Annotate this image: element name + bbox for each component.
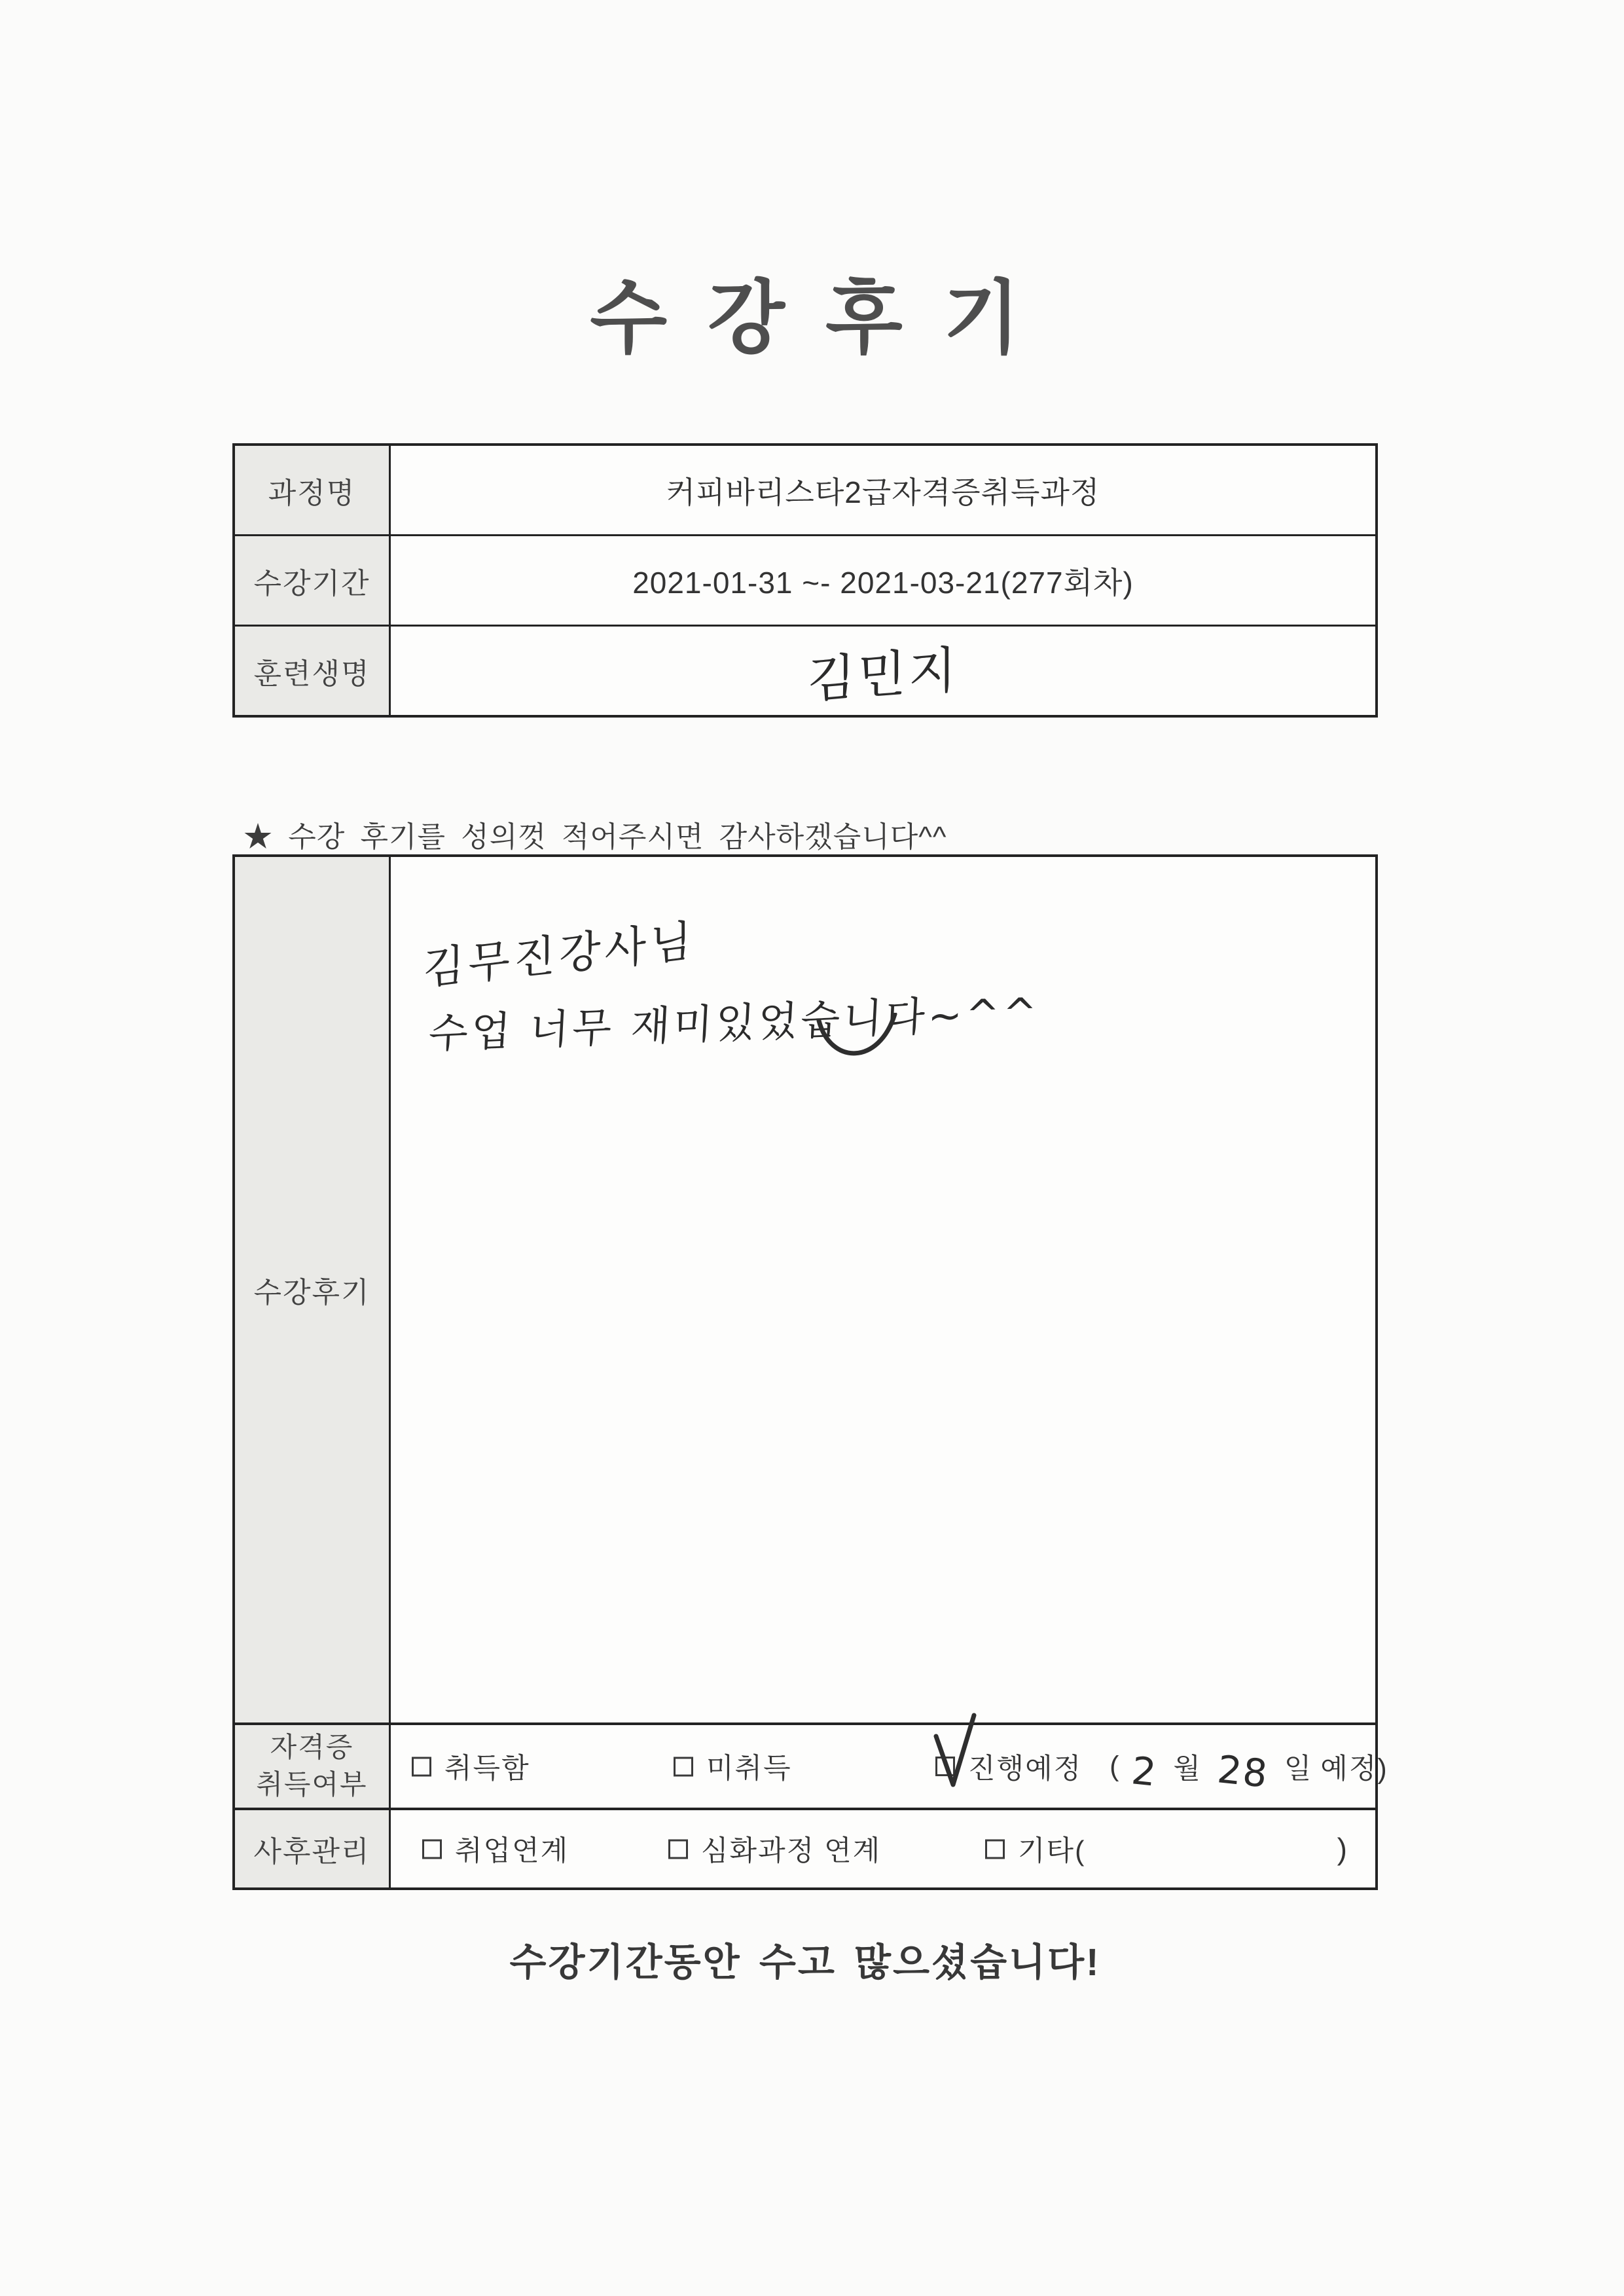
checkbox-other-unchecked <box>985 1839 1005 1859</box>
review-label: 수강후기 <box>235 857 391 1722</box>
option-not-acquired-label: 미취득 <box>706 1753 792 1785</box>
closing-message: 수강기간동안 수고 많으셨습니다! <box>509 1941 1101 1984</box>
cert-status-options <box>391 1725 1388 1808</box>
table-row-review <box>235 857 1375 1725</box>
checkbox-acquired-unchecked <box>412 1757 431 1776</box>
option-other <box>985 1829 1085 1869</box>
option-acquired-label: 취득함 <box>444 1753 530 1785</box>
option-advanced-course <box>668 1829 881 1869</box>
info-label-course-name: 과정명 <box>235 446 391 534</box>
info-value-course-name <box>391 446 1375 534</box>
info-label-trainee-name: 훈련생명 <box>235 627 391 715</box>
review-content-area <box>391 857 1375 1722</box>
table-row-course-name <box>235 446 1375 536</box>
handwritten-month-value: 2 <box>1130 1748 1160 1795</box>
handwritten-review-line2: 수업 너무 재미있었습니다~^^ <box>427 988 1041 1058</box>
aftercare-label: 사후관리 <box>235 1810 391 1887</box>
option-job-link-label: 취업연계 <box>455 1835 569 1867</box>
option-in-progress <box>935 1744 1392 1796</box>
day-unit-label: 일 <box>1284 1753 1313 1785</box>
check-mark-icon <box>929 1711 982 1790</box>
cert-label-line2: 취득여부 <box>256 1769 368 1800</box>
checkbox-advanced-course-unchecked <box>668 1839 688 1859</box>
handwritten-trainee-name: 김민지 <box>807 640 959 710</box>
table-row-cert-status <box>235 1725 1388 1810</box>
schedule-suffix: 예정) <box>1320 1753 1388 1785</box>
handwritten-review-line1: 김무진강사님 <box>423 915 696 995</box>
checkbox-not-acquired-unchecked <box>674 1757 693 1776</box>
table-row-trainee-name <box>235 627 1375 715</box>
checkbox-in-progress-checked <box>935 1757 955 1776</box>
info-label-course-period: 수강기간 <box>235 536 391 625</box>
handwritten-day-value: 28 <box>1215 1747 1271 1796</box>
other-close-paren: ) <box>1337 1832 1348 1866</box>
table-row-course-period <box>235 536 1375 627</box>
option-job-link <box>422 1829 569 1869</box>
cert-status-label <box>235 1725 391 1808</box>
option-in-progress-label: 진행예정 <box>968 1753 1083 1785</box>
cert-label-line1: 자격증 <box>270 1732 354 1763</box>
instruction-note: ★ 수강 후기를 성의껏 적어주시면 감사하겠습니다^^ <box>244 821 947 853</box>
schedule-open-paren: ( <box>1110 1750 1121 1782</box>
option-advanced-course-label: 심화과정 연계 <box>701 1835 882 1867</box>
info-value-trainee-name <box>391 627 1375 715</box>
course-period-text: 2021-01-31 ~- 2021-03-21(277회차) <box>632 565 1134 600</box>
option-not-acquired <box>674 1747 792 1787</box>
table-row-aftercare <box>235 1810 1375 1887</box>
checkbox-job-link-unchecked <box>422 1839 442 1859</box>
option-other-label: 기타( <box>1018 1835 1086 1867</box>
month-unit-label: 월 <box>1173 1753 1202 1785</box>
course-name-text: 커피바리스타2급자격증취득과정 <box>666 475 1100 509</box>
form-title: 수강후기 <box>590 274 1061 363</box>
smile-doodle-icon <box>815 1013 900 1072</box>
info-value-course-period <box>391 536 1375 625</box>
course-info-table <box>232 443 1378 718</box>
review-table <box>232 854 1388 1890</box>
aftercare-options <box>391 1810 1375 1887</box>
option-acquired <box>412 1747 530 1787</box>
